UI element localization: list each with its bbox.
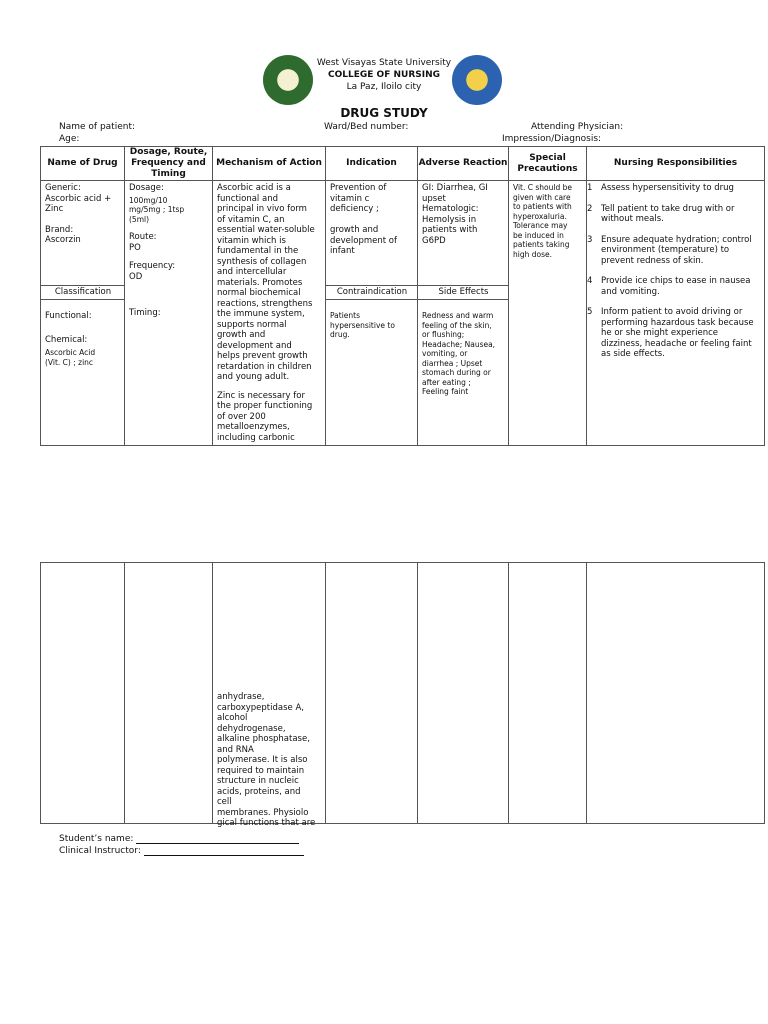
- dosage-cell: [125, 181, 213, 446]
- university-name: West Visayas State University: [316, 58, 452, 68]
- continued-precautions-cell: [509, 563, 587, 824]
- clinical-instructor-field: [59, 846, 304, 856]
- nursing-item: [587, 204, 760, 225]
- header-dosage: Dosage, Route, Frequency and Timing: [125, 147, 213, 181]
- precautions-cell: [509, 181, 587, 446]
- nursing-item: [587, 276, 760, 297]
- student-name-line: [136, 834, 299, 844]
- student-name-field: [59, 834, 299, 844]
- nursing-item-number: 5: [587, 307, 593, 317]
- mechanism-cell: [213, 181, 326, 446]
- header-name-of-drug: Name of Drug: [41, 147, 125, 181]
- nursing-item-number: 1: [587, 183, 593, 193]
- classification-subheader: Classification: [41, 285, 125, 300]
- campus-location: La Paz, Iloilo city: [346, 82, 422, 92]
- chemical-class-value: Ascorbic Acid (Vit. C) ; zinc: [45, 348, 96, 367]
- chemical-class-label: Chemical:: [45, 335, 88, 345]
- nursing-item-text: Tell patient to take drug with or without meals.: [601, 203, 735, 224]
- age-label: Age:: [59, 134, 80, 144]
- drug-study-table: [40, 146, 765, 446]
- adverse-reaction-cell: [418, 181, 509, 446]
- header-mechanism: Mechanism of Action: [213, 147, 326, 181]
- indication-text: Prevention of vitamin c deficiency ; growth and development of infant: [330, 183, 397, 256]
- adverse-reaction-text: GI: Diarrhea, GI upset Hematologic: Hemolysis in patients with G6PD: [422, 183, 488, 246]
- name-of-drug-cell: [41, 181, 125, 446]
- mechanism-ascorbic: Ascorbic acid is a functional and principal in vivo form of vitamin C, an essential water-soluble vitamin which is fundamental in the synthesis of collagen and intercellular materials. Promotes normal biochemical reactions, strengthens the immune system, supports normal growth and development and helps prevent growth retardation in children and young adult.: [217, 183, 315, 382]
- dosage-label: Dosage:: [129, 183, 164, 193]
- continued-nursing-cell: [587, 563, 765, 824]
- clinical-instructor-label: Clinical Instructor:: [59, 846, 141, 856]
- frequency: Frequency: OD: [129, 261, 176, 282]
- nursing-item-text: Inform patient to avoid driving or performing hazardous task because he or she might experience dizziness, headache or feeling faint as side effects.: [601, 307, 754, 359]
- indication-cell: [326, 181, 418, 446]
- impression-diagnosis-label: Impression/Diagnosis:: [502, 134, 602, 144]
- header-nursing-responsibilities: Nursing Responsibilities: [587, 147, 765, 181]
- student-name-label: Student’s name:: [59, 834, 134, 844]
- route: Route: PO: [129, 232, 157, 253]
- nursing-item-number: 4: [587, 276, 593, 286]
- contraindication-text: Patients hypersensitive to drug.: [330, 311, 395, 339]
- nursing-cell: [587, 181, 765, 446]
- generic-name: Generic: Ascorbic acid + Zinc: [45, 183, 112, 214]
- document-title: DRUG STUDY: [340, 106, 428, 120]
- attending-physician-label: Attending Physician:: [531, 122, 624, 132]
- clinical-instructor-line: [144, 846, 304, 856]
- ward-bed-label: Ward/Bed number:: [324, 122, 409, 132]
- nursing-item-number: 3: [587, 234, 593, 245]
- side-effects-subheader: Side Effects: [418, 285, 509, 300]
- header-indication: Indication: [326, 147, 418, 181]
- mechanism-continued-text: anhydrase, carboxypeptidase A, alcohol dehydrogenase, alkaline phosphatase, and RNA polymerase. It is also required to maintain structure in nucleic acids, proteins, and cell membranes. Physiolo gical functions that are: [217, 692, 316, 828]
- patient-name-label: Name of patient:: [59, 122, 136, 132]
- nursing-item: [587, 307, 760, 360]
- continued-adverse-cell: [418, 563, 509, 824]
- timing: Timing:: [129, 308, 161, 318]
- mechanism-zinc: Zinc is necessary for the proper functioning of over 200 metalloenzymes, including carbonic: [217, 390, 313, 443]
- functional-class: Functional:: [45, 311, 92, 321]
- drug-study-table-continued: [40, 562, 765, 828]
- header-adverse-reaction: Adverse Reaction: [418, 147, 509, 181]
- nursing-item-text: Ensure adequate hydration; control environment (temperature) to prevent redness of skin.: [601, 234, 752, 266]
- nursing-item-number: 2: [587, 203, 593, 214]
- continued-indication-cell: [326, 563, 418, 824]
- nursing-item-text: Assess hypersensitivity to drug: [601, 183, 734, 193]
- side-effects-text: Redness and warm feeling of the skin, or flushing; Headache; Nausea, vomiting, or diarrhea ; Upset stomach during or after eating ; Feeling faint: [422, 311, 496, 396]
- nursing-item-text: Provide ice chips to ease in nausea and vomiting.: [601, 276, 751, 297]
- dosage-value: 100mg/10 mg/5mg ; 1tsp (5ml): [129, 195, 185, 224]
- nursing-item: [587, 183, 760, 194]
- header-special-precautions: Special Precautions: [509, 147, 587, 181]
- contraindication-subheader: Contraindication: [326, 285, 418, 300]
- continued-name-of-drug-cell: [41, 563, 125, 824]
- brand-name: Brand: Ascorzin: [45, 224, 81, 245]
- continued-mechanism-cell: [213, 563, 326, 828]
- nursing-item: [587, 235, 760, 267]
- college-name: COLLEGE OF NURSING: [328, 70, 440, 80]
- precautions-text: Vit. C should be given with care to patients with hyperoxaluria. Tolerance may be induced in patients taking high dose.: [513, 183, 572, 259]
- continued-dosage-cell: [125, 563, 213, 824]
